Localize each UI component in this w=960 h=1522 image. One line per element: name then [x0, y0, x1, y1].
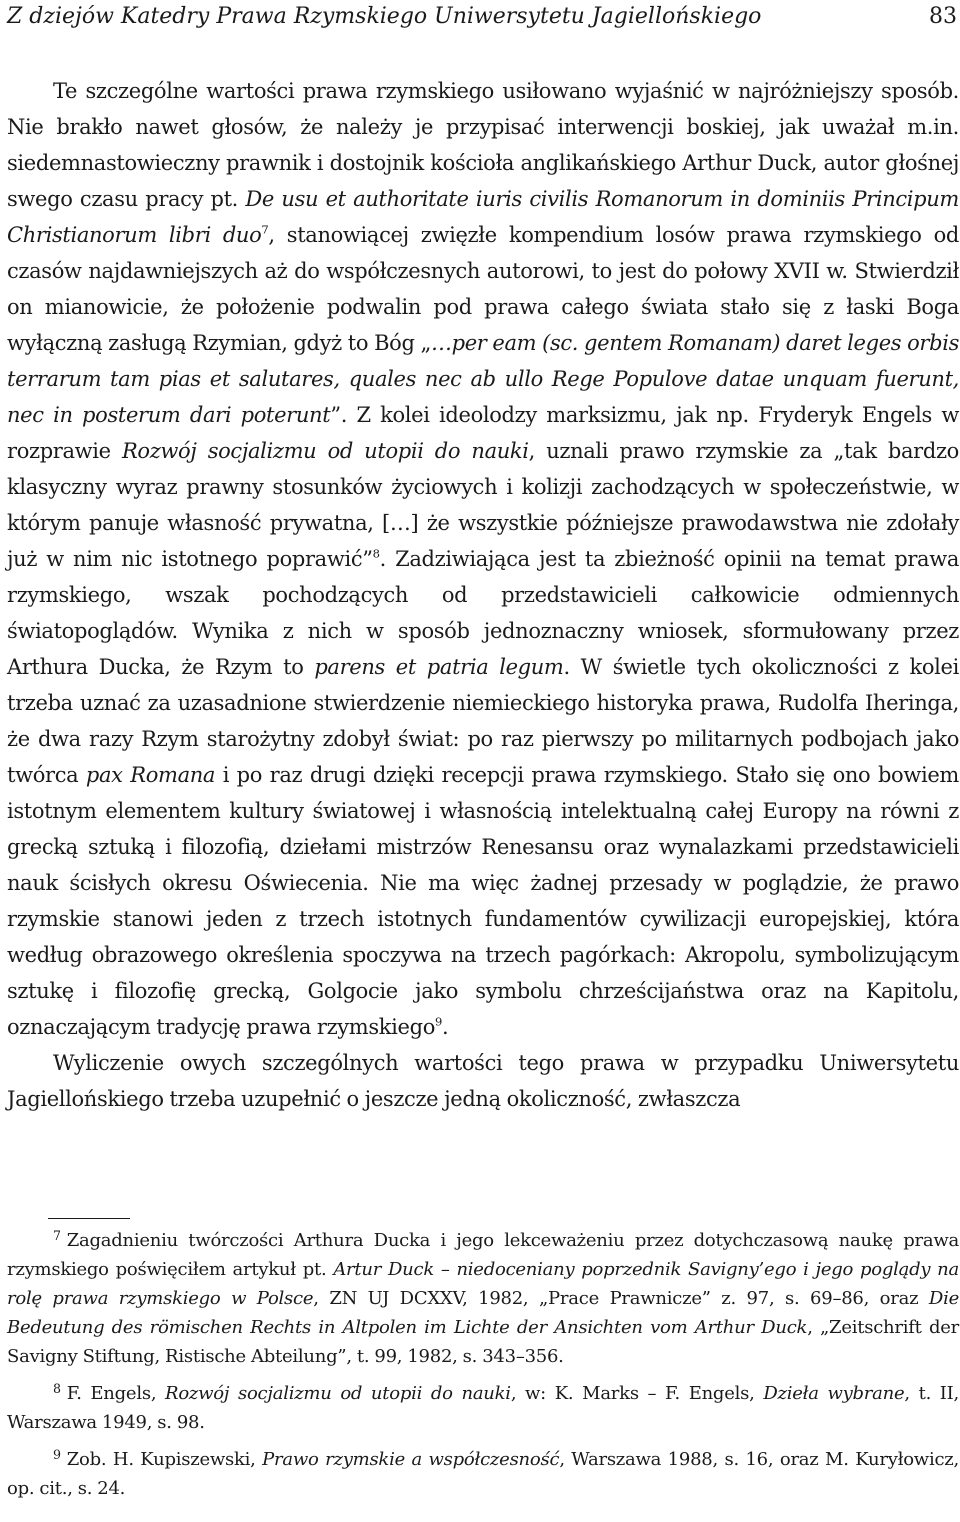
italic-text: Rozwój socjalizmu od utopii do nauki: [121, 439, 529, 463]
italic-text: parens et patria legum: [314, 655, 564, 679]
italic-text: …per eam (sc. gentem Romanam) daret leges orbis terrarum tam pias et salutares, quales nec ab ullo Rege Populove datae unquam fuerunt, nec in posterum dari poterunt: [7, 331, 960, 427]
text-segment: ”. Z kolei ideolodzy marksizmu, jak np. Fryderyk Engels w rozprawie: [7, 403, 959, 463]
text-segment: Te szczególne wartości prawa rzymskiego usiłowano wyjaśnić w najróżniejszy sposób. Nie brakło nawet głosów, że należy je przypisać interwencji boskiej, jak uważał m.in. siedemnastowieczny prawnik i dostojnik kościoła anglikańskiego Arthur Duck, autor głośnej swego czasu pracy pt.: [7, 79, 959, 211]
running-header: [7, 0, 959, 34]
italic-text: Dzieła wybrane: [763, 1383, 905, 1404]
italic-text: Die Bedeutung des römischen Rechts in Altpolen im Lichte der Ansichten vom Arthur Duck: [7, 1288, 959, 1338]
italic-text: pax Romana: [85, 763, 216, 787]
text-segment: . W świetle tych okoliczności z kolei trzeba uznać za uzasadnione stwierdzenie niemieckiego historyka prawa, Rudolfa Iheringa, że dwa razy Rzym starożytny zdobył świat: po raz pierwszy po militarnych podbojach jako twórca: [7, 655, 959, 787]
italic-text: Artur Duck – niedoceniany poprzednik Savigny’ego i jego poglądy na rolę prawa rzymskiego w Polsce: [7, 1259, 959, 1309]
footnotes: [7, 1226, 959, 1503]
paragraph: [7, 1045, 959, 1117]
text-segment: F. Engels,: [66, 1383, 166, 1404]
footnote-reference: 9: [435, 1014, 443, 1029]
text-segment: Zagadnieniu twórczości Arthura Ducka i jego lekceważeniu przez dotychczasową naukę prawa rzymskiego poświęciłem artykuł pt.: [7, 1230, 959, 1280]
page-number: 83: [929, 4, 957, 29]
text-segment: i po raz drugi dzięki recepcji prawa rzymskiego. Stało się ono bowiem istotnym elementem kultury światowej i własnością intelektualną całej Europy na równi z grecką sztuką i filozofią, dziełami mistrzów Renesansu oraz wynalazkami przedstawicieli nauk ścisłych okresu Oświecenia. Nie ma więc żadnej przesady w poglądzie, że prawo rzymskie stanowi jeden z trzech istotnych fundamentów cywilizacji europejskiej, która według obrazowego określenia spoczywa na trzech pagórkach: Akropolu, symbolizującym sztukę i filozofię grecką, Golgocie jako symbolu chrześcijaństwa oraz na Kapitolu, oznaczającym tradycję prawa rzymskiego: [7, 763, 959, 1039]
text-segment: , w: K. Marks – F. Engels,: [510, 1383, 764, 1404]
text-segment: , „Zeitschrift der Savigny Stiftung, Ristische Abteilung”, t. 99, 1982, s. 343–356.: [7, 1317, 959, 1367]
italic-text: De usu et authoritate iuris civilis Romanorum in dominiis Principum Christianorum libri duo: [7, 187, 959, 247]
text-segment: Zob. H. Kupiszewski,: [66, 1449, 263, 1470]
italic-text: Prawo rzymskie a współczesność: [262, 1449, 560, 1470]
paragraph: [7, 73, 959, 1045]
footnote: [7, 1226, 959, 1371]
text-segment: , stanowiącej zwięzłe kompendium losów prawa rzymskiego od czasów najdawniejszych aż do współczesnych autorowi, to jest do połowy XVII w. Stwierdził on mianowicie, że położenie podwalin pod prawa całego świata stało się z łaski Boga wyłączną zasługą Rzymian, gdyż to Bóg „: [7, 223, 959, 355]
text-segment: .: [442, 1015, 449, 1039]
text-segment: . Zadziwiająca jest ta zbieżność opinii na temat prawa rzymskiego, wszak pochodzących od przedstawicieli całkowicie odmiennych światopoglądów. Wynika z nich w sposób jednoznaczny wniosek, sformułowany przez Arthura Ducka, że Rzym to: [7, 547, 959, 679]
body-text: [7, 73, 959, 1117]
footnote: [7, 1379, 959, 1437]
footnote-reference: 8: [372, 546, 380, 561]
footnote-number: 9: [53, 1447, 61, 1463]
text-segment: , ZN UJ DCXXV, 1982, „Prace Prawnicze” z. 97, s. 69–86, oraz: [313, 1288, 929, 1309]
running-title: Z dziejów Katedry Prawa Rzymskiego Uniwersytetu Jagiellońskiego: [7, 4, 762, 29]
footnote: [7, 1445, 959, 1503]
footnote-number: 8: [53, 1381, 61, 1397]
footnote-reference: 7: [261, 222, 269, 237]
footnote-number: 7: [53, 1228, 61, 1244]
text-segment: Wyliczenie owych szczególnych wartości tego prawa w przypadku Uniwersytetu Jagiellońskiego trzeba uzupełnić o jeszcze jedną okoliczność, zwłaszcza: [7, 1051, 959, 1111]
text-segment: , t. II, Warszawa 1949, s. 98.: [7, 1383, 959, 1433]
italic-text: Rozwój socjalizmu od utopii do nauki: [165, 1383, 511, 1404]
document-page: [7, 0, 959, 1117]
text-segment: , Warszawa 1988, s. 16, oraz M. Kuryłowicz, op. cit., s. 24.: [7, 1449, 959, 1499]
footnote-separator: [48, 1218, 130, 1219]
text-segment: , uznali prawo rzymskie za „tak bardzo klasyczny wyraz prawny stosunków życiowych i kolizji zachodzących w społeczeństwie, w którym panuje własność prywatna, […] że wszystkie późniejsze prawodawstwa nie zdołały już w nim nic istotnego poprawić”: [7, 439, 959, 571]
